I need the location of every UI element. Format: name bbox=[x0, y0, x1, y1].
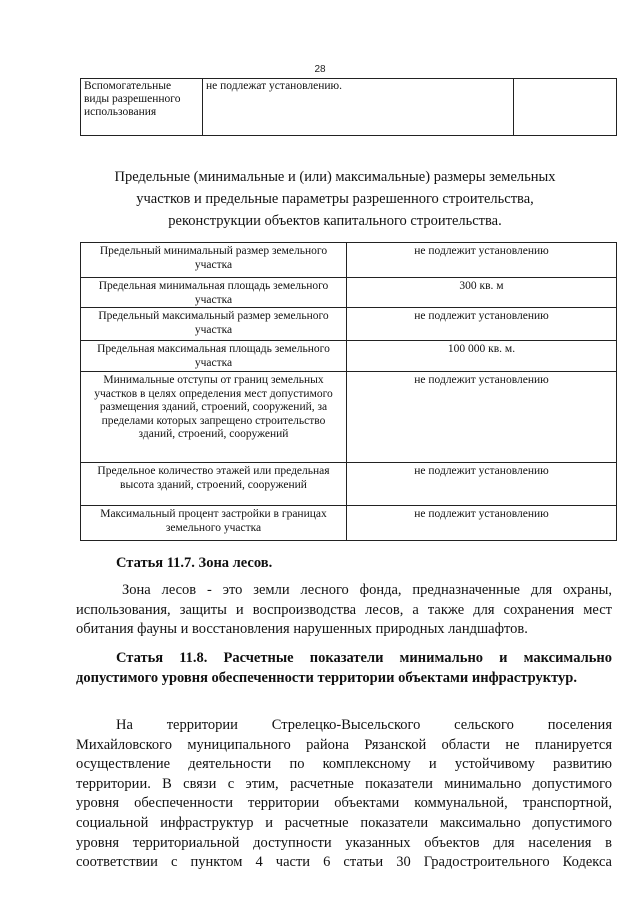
paragraph-line: территории. В связи с этим, расчетные показатели минимально допустимого bbox=[76, 775, 612, 792]
article-11-8-heading-text: Статья 11.8. Расчетные показатели минимально и максимально допустимого уровня обеспеченности территории объектами инфраструктур. bbox=[76, 650, 612, 686]
param-value: не подлежит установлению bbox=[346, 506, 616, 541]
param-value: не подлежит установлению bbox=[346, 243, 616, 278]
table-row bbox=[81, 463, 617, 506]
param-label: Предельный максимальный размер земельного участка bbox=[81, 308, 347, 341]
param-label: Максимальный процент застройки в границах земельного участка bbox=[81, 506, 347, 541]
section-title: Предельные (минимальные и (или) максимальные) размеры земельных участков и предельные параметры разрешенного строительства, реконструкции объектов капитального строительства. bbox=[114, 169, 556, 229]
param-label: Предельная максимальная площадь земельного участка bbox=[81, 341, 347, 372]
param-label: Предельный минимальный размер земельного участка bbox=[81, 243, 347, 278]
paragraph-line: уровня территориальной доступности указанных объектов для населения в bbox=[76, 834, 612, 851]
paragraph-line: осуществление деятельности по комплексному и устойчивому развитию bbox=[76, 756, 612, 773]
param-label: Предельное количество этажей или предельная высота зданий, строений, сооружений bbox=[81, 463, 347, 506]
table-row bbox=[81, 341, 617, 372]
permitted-use-label: Вспомогательные виды разрешенного использования bbox=[81, 79, 203, 136]
table-row bbox=[81, 278, 617, 308]
permitted-use-table bbox=[80, 78, 617, 136]
param-label: Предельная минимальная площадь земельного участка bbox=[81, 278, 347, 308]
table-row bbox=[81, 372, 617, 463]
table-row bbox=[81, 79, 617, 136]
param-value: 300 кв. м bbox=[346, 278, 616, 308]
page-number: 28 bbox=[314, 64, 326, 75]
param-value: не подлежит установлению bbox=[346, 372, 616, 463]
param-value: не подлежит установлению bbox=[346, 463, 616, 506]
permitted-use-value: не подлежат установлению. bbox=[203, 79, 514, 136]
paragraph-line: На территории Стрелецко-Высельского сельского поселения bbox=[116, 717, 612, 733]
paragraph-line: Михайловского муниципального района Рязанской области не планируется bbox=[76, 736, 612, 753]
article-11-8-paragraph bbox=[76, 716, 612, 873]
table-row bbox=[81, 243, 617, 278]
paragraph-line: социальной инфраструктур и расчетные показатели максимально допустимого bbox=[76, 814, 612, 831]
paragraph-line: уровня обеспеченности территории объектами коммунальной, транспортной, bbox=[76, 795, 612, 812]
table-row bbox=[81, 506, 617, 541]
permitted-use-extra bbox=[514, 79, 617, 136]
article-11-7-heading: Статья 11.7. Зона лесов. bbox=[116, 555, 273, 571]
article-11-8-heading bbox=[76, 648, 612, 688]
article-11-7-text: Зона лесов - это земли лесного фонда, предназначенные для охраны, использования, защиты и воспроизводства лесов, а также для сохранения мест обитания фауны и восстановления нарушенных природных ландшафтов. bbox=[76, 582, 612, 638]
param-value: 100 000 кв. м. bbox=[346, 341, 616, 372]
paragraph-line: соответствии с пунктом 4 части 6 статьи 30 Градостроительного Кодекса bbox=[76, 854, 612, 871]
param-value: не подлежит установлению bbox=[346, 308, 616, 341]
article-11-7-paragraph bbox=[76, 581, 612, 640]
param-label: Минимальные отступы от границ земельных участков в целях определения мест допустимого размещения зданий, строений, сооружений, за пределами которых запрещено строительство зданий, строений, сооружений bbox=[81, 372, 347, 463]
parameters-table bbox=[80, 242, 617, 541]
table-row bbox=[81, 308, 617, 341]
